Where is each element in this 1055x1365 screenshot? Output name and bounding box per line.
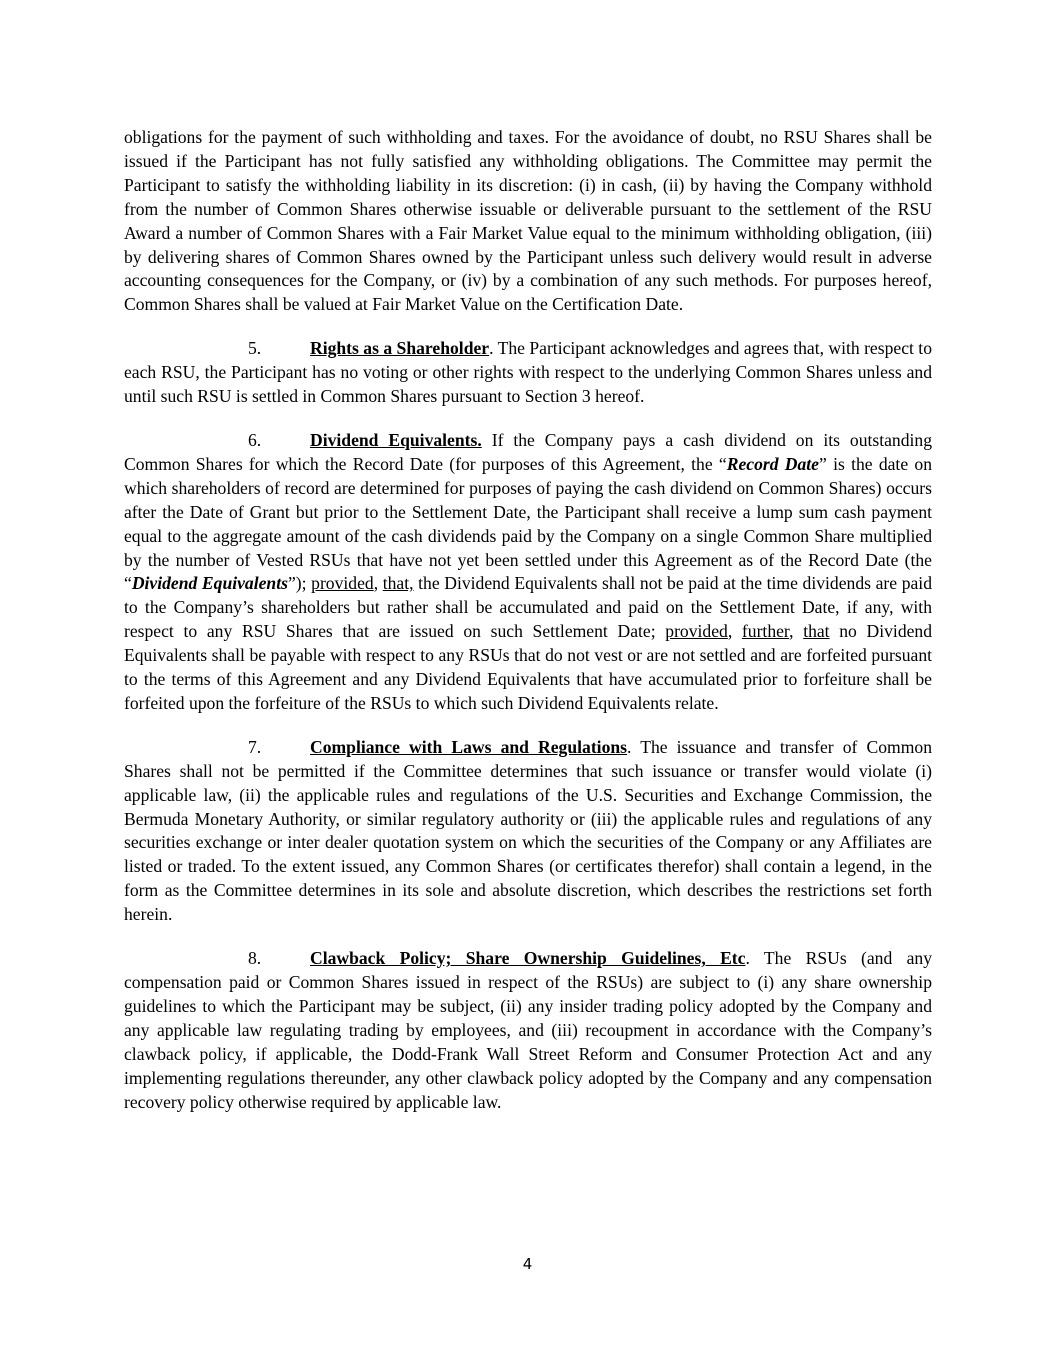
section-text: ”); bbox=[287, 573, 312, 594]
section-5 bbox=[124, 337, 932, 409]
paragraph-withholding bbox=[124, 126, 932, 317]
underlined-word: that bbox=[803, 621, 830, 642]
section-7 bbox=[124, 736, 932, 927]
section-8 bbox=[124, 947, 932, 1114]
section-heading: Compliance with Laws and Regulations bbox=[310, 736, 628, 757]
section-text: , bbox=[789, 621, 804, 642]
section-text: . The issuance and transfer of Common Shares shall not be permitted if the Committee determines that such issuance or transfer would violate (i) applicable law, (ii) the applicable rules and regulations of the U.S. Securities and Exchange Commission, the Bermuda Monetary Authority, or similar regulatory authority or (iii) the applicable rules and regulations of any securities exchange or inter dealer quotation system on which the securities of the Company or any Affiliates are listed or traded. To the extent issued, any Common Shares (or certificates therefor) shall contain a legend, in the form as the Committee determines in its sole and absolute discretion, which describes the restrictions set forth herein. bbox=[124, 736, 932, 925]
document-body bbox=[124, 126, 932, 1134]
section-number: 7. bbox=[248, 736, 262, 757]
section-text: If the Company pays a cash dividend on its outstanding Common Shares for which the Record Date (for purposes of this Agreement, the “ bbox=[124, 429, 932, 474]
section-text: . The RSUs (and any compensation paid or Common Shares issued in respect of the RSUs) are subject to (i) any share ownership guidelines to which the Participant may be subject, (ii) any insider trading policy adopted by the Company and any applicable law regulating trading by employees, and (iii) recoupment in accordance with the Company’s clawback policy, if applicable, the Dodd-Frank Wall Street Reform and Consumer Protection Act and any implementing regulations thereunder, any other clawback policy adopted by the Company and any compensation recovery policy otherwise required by applicable law. bbox=[124, 948, 932, 1112]
defined-term-record-date: Record Date bbox=[726, 453, 819, 474]
underlined-word: that, bbox=[382, 573, 414, 594]
section-6 bbox=[124, 429, 932, 716]
section-heading: Dividend Equivalents. bbox=[310, 429, 482, 450]
section-text: ” is the date on which shareholders of record are determined for purposes of paying the cash dividend on Common Shares) occurs after the Date of Grant but prior to the Settlement Date, the Participant shall receive a lump sum cash payment equal to the aggregate amount of the cash dividends paid by the Company on a single Common Share multiplied by the number of Vested RSUs that have not yet been settled under this Agreement as of the Record Date (the “ bbox=[124, 453, 932, 594]
section-number: 6. bbox=[248, 429, 262, 450]
section-text: , bbox=[727, 621, 742, 642]
section-text: , bbox=[373, 573, 383, 594]
section-heading: Rights as a Shareholder bbox=[310, 338, 490, 359]
page-number: 4 bbox=[522, 1255, 533, 1273]
section-text: the Dividend Equivalents shall not be paid at the time dividends are paid to the Company’s shareholders but rather shall be accumulated and paid on the Settlement Date, if any, with respect to any RSU Shares that are issued on such Settlement Date; bbox=[124, 573, 932, 642]
section-text: no Dividend Equivalents shall be payable with respect to any RSUs that do not vest or are not settled and are forfeited pursuant to the terms of this Agreement and any Dividend Equivalents that have accumulated prior to forfeiture shall be forfeited upon the forfeiture of the RSUs to which such Dividend Equivalents relate. bbox=[124, 621, 933, 713]
section-text: . The Participant acknowledges and agrees that, with respect to each RSU, the Participant has no voting or other rights with respect to the underlying Common Shares unless and until such RSU is settled in Common Shares pursuant to Section 3 hereof. bbox=[124, 338, 932, 407]
underlined-word: provided bbox=[311, 573, 374, 594]
section-number: 5. bbox=[248, 338, 262, 359]
section-heading: Clawback Policy; Share Ownership Guidelines, Etc bbox=[310, 948, 746, 969]
defined-term-dividend-equivalents: Dividend Equivalents bbox=[131, 573, 288, 594]
section-number: 8. bbox=[248, 948, 262, 969]
paragraph-text: obligations for the payment of such withholding and taxes. For the avoidance of doubt, no RSU Shares shall be issued if the Participant has not fully satisfied any withholding obligations. The Committee may permit the Participant to satisfy the withholding liability in its discretion: (i) in cash, (ii) by having the Company withhold from the number of Common Shares otherwise issuable or deliverable pursuant to the settlement of the RSU Award a number of Common Shares with a Fair Market Value equal to the minimum withholding obligation, (iii) by delivering shares of Common Shares owned by the Participant unless such delivery would result in adverse accounting consequences for the Company, or (iv) by a combination of any such methods. For purposes hereof, Common Shares shall be valued at Fair Market Value on the Certification Date. bbox=[124, 127, 932, 315]
underlined-word: provided bbox=[665, 621, 728, 642]
underlined-word: further bbox=[741, 621, 790, 642]
